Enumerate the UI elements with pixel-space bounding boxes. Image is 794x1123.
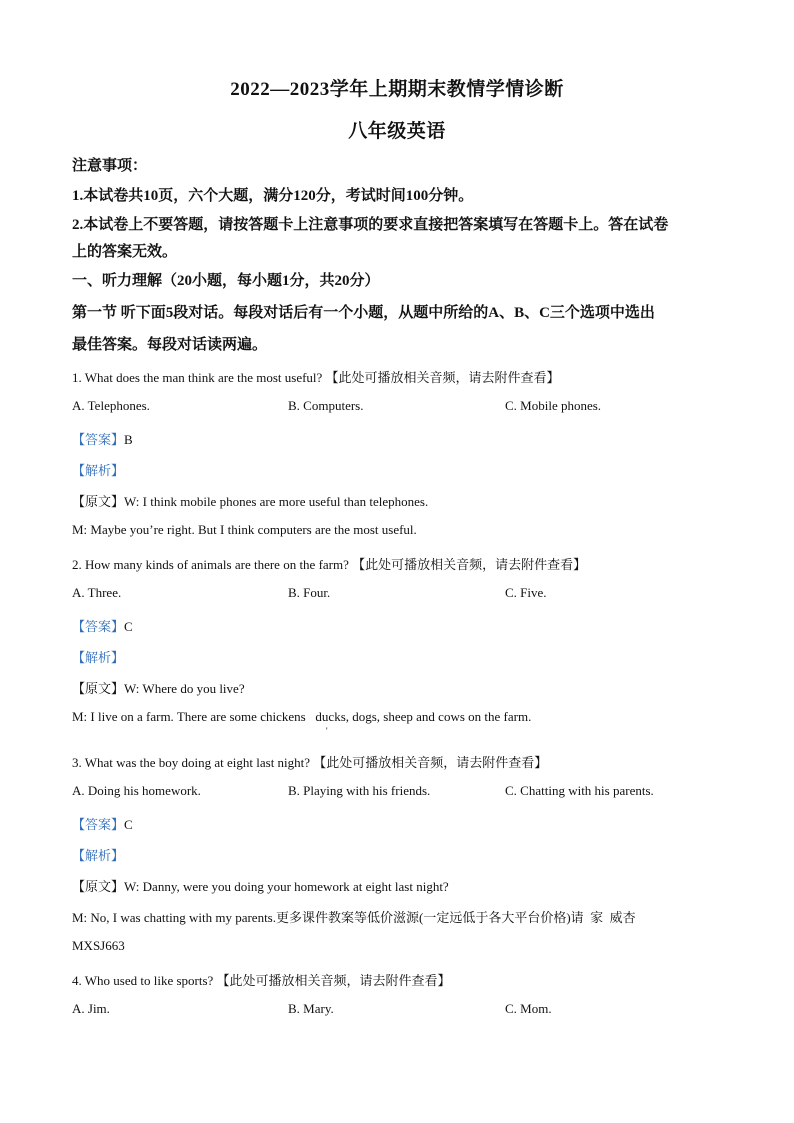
section-title: 一、听力理解（20小题，每小题1分，共20分）	[72, 273, 380, 289]
exam-title: 2022—2023学年上期期末教情学情诊断	[230, 79, 564, 100]
option-a: A. Jim.	[72, 1001, 110, 1016]
option-a: A. Doing his homework.	[72, 783, 201, 798]
analysis-label: 【解析】	[72, 463, 125, 478]
question-stem: 1. What does the man think are the most useful? 【此处可播放相关音频，请去附件查看】	[72, 370, 560, 385]
answer-value: B	[124, 432, 133, 447]
stray-mark: '	[326, 726, 328, 736]
transcript-line	[72, 876, 449, 895]
answer-value: C	[124, 817, 133, 832]
option-b: B. Four.	[288, 585, 331, 600]
option-c: C. Mom.	[505, 1001, 552, 1016]
question-stem: 3. What was the boy doing at eight last night? 【此处可播放相关音频，请去附件查看】	[72, 755, 548, 770]
transcript-line	[72, 678, 245, 697]
answer-line	[72, 814, 133, 833]
option-b: B. Mary.	[288, 1001, 334, 1016]
section-instructions: 第一节 听下面5段对话。每段对话后有一个小题，从题中所给的A、B、C三个选项中选出	[72, 305, 655, 321]
section-instructions-cont: 最佳答案。每段对话读两遍。	[72, 337, 268, 353]
analysis-label: 【解析】	[72, 848, 125, 863]
transcript-label: 【原文】	[72, 681, 125, 696]
transcript-line	[72, 491, 428, 510]
option-c: C. Mobile phones.	[505, 398, 602, 413]
notes-item-2-cont: 上的答案无效。	[72, 244, 178, 260]
notes-item-2: 2.本试卷上不要答题，请按答题卡上注意事项的要求直接把答案填写在答题卡上。答在试卷	[72, 217, 669, 233]
transcript-text: W: I think mobile phones are more useful than telephones.	[124, 494, 429, 509]
answer-value: C	[124, 619, 133, 634]
transcript-line: M: No, I was chatting with my parents.更多课件教案等低价滋源(一定远低于各大平台价格)请 家 威杏	[72, 910, 636, 925]
analysis-label: 【解析】	[72, 650, 125, 665]
transcript-line: M: I live on a farm. There are some chickens ducks, dogs, sheep and cows on the farm.	[72, 709, 532, 724]
option-b: B. Computers.	[288, 398, 364, 413]
option-a: A. Three.	[72, 585, 122, 600]
transcript-text: W: Danny, were you doing your homework at eight last night?	[124, 879, 449, 894]
notes-heading: 注意事项：	[72, 158, 148, 174]
exam-subtitle: 八年级英语	[348, 121, 446, 142]
transcript-label: 【原文】	[72, 879, 125, 894]
answer-label: 【答案】	[72, 817, 125, 832]
answer-label: 【答案】	[72, 432, 125, 447]
transcript-label: 【原文】	[72, 494, 125, 509]
answer-label: 【答案】	[72, 619, 125, 634]
option-a: A. Telephones.	[72, 398, 150, 413]
option-b: B. Playing with his friends.	[288, 783, 431, 798]
question-stem: 2. How many kinds of animals are there on the farm? 【此处可播放相关音频，请去附件查看】	[72, 557, 587, 572]
transcript-line: M: Maybe you’re right. But I think computers are the most useful.	[72, 522, 417, 537]
transcript-text: W: Where do you live?	[124, 681, 245, 696]
option-c: C. Five.	[505, 585, 547, 600]
transcript-line: MXSJ663	[72, 938, 125, 953]
notes-item-1: 1.本试卷共10页，六个大题，满分120分，考试时间100分钟。	[72, 188, 474, 204]
answer-line	[72, 429, 133, 448]
option-c: C. Chatting with his parents.	[505, 783, 654, 798]
question-stem: 4. Who used to like sports? 【此处可播放相关音频，请去附件查看】	[72, 973, 451, 988]
answer-line	[72, 616, 133, 635]
